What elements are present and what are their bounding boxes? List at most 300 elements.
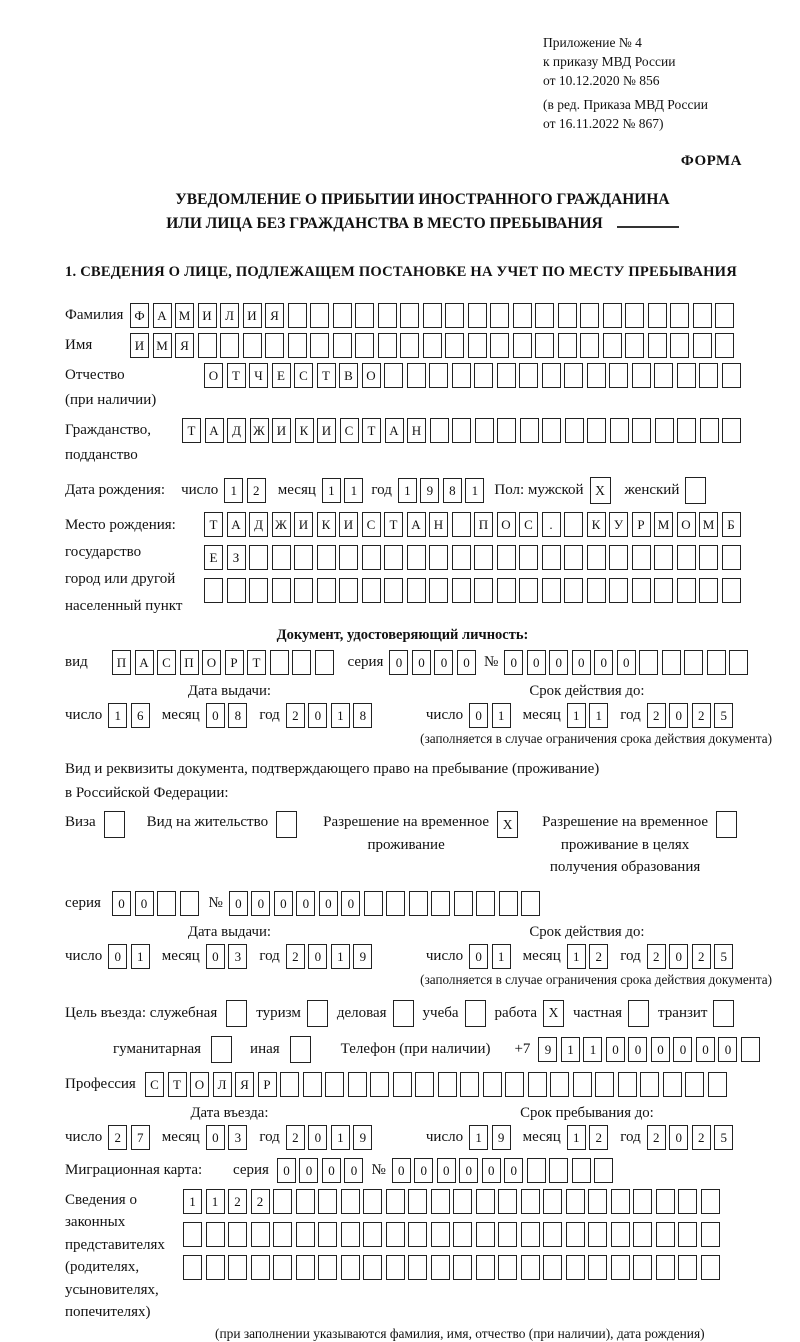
char-cell[interactable]: 0 (469, 944, 488, 969)
purpose-transit-checkbox[interactable] (713, 1000, 734, 1027)
char-cell[interactable] (348, 1072, 367, 1097)
char-cell[interactable]: 1 (398, 478, 417, 503)
char-cell[interactable]: 1 (331, 703, 350, 728)
citizenship-cells[interactable] (182, 418, 741, 443)
char-cell[interactable]: П (180, 650, 199, 675)
char-cell[interactable] (670, 303, 689, 328)
char-cell[interactable] (198, 333, 217, 358)
char-cell[interactable] (677, 418, 696, 443)
char-cell[interactable]: И (339, 512, 358, 537)
char-cell[interactable] (678, 1255, 697, 1280)
char-cell[interactable]: К (587, 512, 606, 537)
char-cell[interactable] (699, 578, 718, 603)
char-cell[interactable]: 0 (669, 944, 688, 969)
char-cell[interactable]: 1 (469, 1125, 488, 1150)
char-cell[interactable] (611, 1189, 630, 1214)
char-cell[interactable] (654, 545, 673, 570)
char-cell[interactable]: И (294, 512, 313, 537)
char-cell[interactable]: Т (362, 418, 381, 443)
char-cell[interactable]: 7 (131, 1125, 150, 1150)
char-cell[interactable] (273, 1222, 292, 1247)
char-cell[interactable]: О (202, 650, 221, 675)
char-cell[interactable]: 2 (647, 944, 666, 969)
char-cell[interactable]: Т (384, 512, 403, 537)
char-cell[interactable] (499, 891, 518, 916)
char-cell[interactable] (609, 545, 628, 570)
char-cell[interactable]: 0 (392, 1158, 411, 1183)
char-cell[interactable] (468, 303, 487, 328)
char-cell[interactable] (249, 545, 268, 570)
char-cell[interactable] (430, 418, 449, 443)
char-cell[interactable]: У (609, 512, 628, 537)
char-cell[interactable] (227, 578, 246, 603)
char-cell[interactable] (655, 418, 674, 443)
char-cell[interactable]: Н (407, 418, 426, 443)
char-cell[interactable] (228, 1255, 247, 1280)
char-cell[interactable] (341, 1255, 360, 1280)
char-cell[interactable] (386, 891, 405, 916)
char-cell[interactable]: П (112, 650, 131, 675)
char-cell[interactable] (588, 1255, 607, 1280)
char-cell[interactable] (656, 1222, 675, 1247)
char-cell[interactable] (325, 1072, 344, 1097)
char-cell[interactable] (609, 578, 628, 603)
char-cell[interactable]: Ч (249, 363, 268, 388)
char-cell[interactable]: 0 (229, 891, 248, 916)
char-cell[interactable] (603, 333, 622, 358)
char-cell[interactable] (715, 303, 734, 328)
char-cell[interactable] (550, 1072, 569, 1097)
sex-female-checkbox[interactable] (685, 477, 706, 504)
char-cell[interactable]: 0 (718, 1037, 737, 1062)
char-cell[interactable] (454, 891, 473, 916)
char-cell[interactable] (220, 333, 239, 358)
char-cell[interactable]: 1 (331, 944, 350, 969)
char-cell[interactable] (595, 1072, 614, 1097)
char-cell[interactable]: О (204, 363, 223, 388)
char-cell[interactable]: 0 (606, 1037, 625, 1062)
char-cell[interactable] (693, 303, 712, 328)
char-cell[interactable] (564, 363, 583, 388)
char-cell[interactable]: А (227, 512, 246, 537)
char-cell[interactable] (476, 891, 495, 916)
char-cell[interactable] (270, 650, 289, 675)
char-cell[interactable] (513, 333, 532, 358)
char-cell[interactable] (364, 891, 383, 916)
char-cell[interactable] (670, 333, 689, 358)
stay-day-cells[interactable] (469, 1125, 511, 1150)
char-cell[interactable] (468, 333, 487, 358)
rvp-checkbox[interactable]: X (497, 811, 518, 838)
char-cell[interactable]: 0 (434, 650, 453, 675)
char-cell[interactable]: Т (168, 1072, 187, 1097)
char-cell[interactable] (423, 333, 442, 358)
char-cell[interactable] (483, 1072, 502, 1097)
char-cell[interactable]: 2 (589, 944, 608, 969)
char-cell[interactable] (566, 1189, 585, 1214)
char-cell[interactable] (408, 1222, 427, 1247)
char-cell[interactable]: 0 (504, 1158, 523, 1183)
char-cell[interactable] (610, 418, 629, 443)
char-cell[interactable] (445, 303, 464, 328)
res-series-cells[interactable] (112, 891, 199, 916)
char-cell[interactable] (625, 333, 644, 358)
entry-year-cells[interactable] (286, 1125, 373, 1150)
char-cell[interactable]: 8 (353, 703, 372, 728)
char-cell[interactable] (407, 363, 426, 388)
char-cell[interactable]: 0 (251, 891, 270, 916)
given-name-cells[interactable] (130, 333, 734, 358)
char-cell[interactable] (678, 1222, 697, 1247)
char-cell[interactable] (633, 1222, 652, 1247)
char-cell[interactable] (741, 1037, 760, 1062)
char-cell[interactable]: 0 (669, 1125, 688, 1150)
char-cell[interactable]: 0 (299, 1158, 318, 1183)
char-cell[interactable]: В (339, 363, 358, 388)
char-cell[interactable] (363, 1255, 382, 1280)
char-cell[interactable]: 1 (583, 1037, 602, 1062)
doc-type-cells[interactable] (112, 650, 334, 675)
char-cell[interactable]: 2 (108, 1125, 127, 1150)
char-cell[interactable]: 2 (647, 1125, 666, 1150)
char-cell[interactable]: 0 (673, 1037, 692, 1062)
doc-valid-year-cells[interactable] (647, 703, 734, 728)
birth-year-cells[interactable] (398, 478, 485, 503)
char-cell[interactable]: 1 (561, 1037, 580, 1062)
char-cell[interactable] (288, 303, 307, 328)
char-cell[interactable] (445, 333, 464, 358)
char-cell[interactable] (407, 545, 426, 570)
char-cell[interactable]: 1 (224, 478, 243, 503)
char-cell[interactable]: М (699, 512, 718, 537)
char-cell[interactable]: 0 (274, 891, 293, 916)
char-cell[interactable]: 8 (228, 703, 247, 728)
char-cell[interactable] (438, 1072, 457, 1097)
char-cell[interactable] (588, 1189, 607, 1214)
char-cell[interactable] (429, 363, 448, 388)
char-cell[interactable] (542, 545, 561, 570)
char-cell[interactable]: Д (249, 512, 268, 537)
char-cell[interactable] (648, 303, 667, 328)
char-cell[interactable] (474, 578, 493, 603)
char-cell[interactable]: И (243, 303, 262, 328)
purpose-tourism-checkbox[interactable] (307, 1000, 328, 1027)
char-cell[interactable] (542, 418, 561, 443)
char-cell[interactable] (564, 512, 583, 537)
char-cell[interactable]: 0 (594, 650, 613, 675)
char-cell[interactable] (558, 303, 577, 328)
res-valid-year-cells[interactable] (647, 944, 734, 969)
char-cell[interactable] (407, 578, 426, 603)
char-cell[interactable] (588, 1222, 607, 1247)
char-cell[interactable]: 1 (344, 478, 363, 503)
char-cell[interactable]: О (497, 512, 516, 537)
char-cell[interactable] (400, 333, 419, 358)
char-cell[interactable] (729, 650, 748, 675)
char-cell[interactable] (611, 1222, 630, 1247)
char-cell[interactable] (542, 578, 561, 603)
char-cell[interactable]: 0 (527, 650, 546, 675)
char-cell[interactable] (609, 363, 628, 388)
char-cell[interactable] (519, 545, 538, 570)
char-cell[interactable] (535, 303, 554, 328)
char-cell[interactable]: 9 (353, 944, 372, 969)
char-cell[interactable] (572, 1158, 591, 1183)
char-cell[interactable]: 0 (504, 650, 523, 675)
char-cell[interactable]: 0 (277, 1158, 296, 1183)
res-issue-day-cells[interactable] (108, 944, 150, 969)
char-cell[interactable]: 0 (112, 891, 131, 916)
purpose-business-checkbox[interactable] (393, 1000, 414, 1027)
char-cell[interactable] (565, 418, 584, 443)
char-cell[interactable] (204, 578, 223, 603)
entry-month-cells[interactable] (206, 1125, 248, 1150)
char-cell[interactable] (648, 333, 667, 358)
char-cell[interactable]: 0 (549, 650, 568, 675)
char-cell[interactable] (251, 1255, 270, 1280)
char-cell[interactable]: 1 (108, 703, 127, 728)
char-cell[interactable] (722, 363, 741, 388)
char-cell[interactable]: 9 (492, 1125, 511, 1150)
char-cell[interactable]: 1 (331, 1125, 350, 1150)
char-cell[interactable]: 2 (692, 944, 711, 969)
char-cell[interactable] (587, 363, 606, 388)
char-cell[interactable] (677, 578, 696, 603)
char-cell[interactable] (566, 1222, 585, 1247)
char-cell[interactable]: 1 (492, 944, 511, 969)
residence-permit-checkbox[interactable] (276, 811, 297, 838)
char-cell[interactable] (677, 363, 696, 388)
char-cell[interactable] (183, 1222, 202, 1247)
char-cell[interactable] (707, 650, 726, 675)
char-cell[interactable] (587, 578, 606, 603)
res-issue-month-cells[interactable] (206, 944, 248, 969)
char-cell[interactable]: 8 (443, 478, 462, 503)
char-cell[interactable] (700, 418, 719, 443)
char-cell[interactable] (505, 1072, 524, 1097)
char-cell[interactable] (452, 363, 471, 388)
char-cell[interactable] (498, 1222, 517, 1247)
char-cell[interactable] (684, 650, 703, 675)
char-cell[interactable] (543, 1255, 562, 1280)
char-cell[interactable] (640, 1072, 659, 1097)
res-valid-month-cells[interactable] (567, 944, 609, 969)
char-cell[interactable] (408, 1255, 427, 1280)
char-cell[interactable]: 0 (108, 944, 127, 969)
char-cell[interactable]: П (474, 512, 493, 537)
char-cell[interactable]: Я (265, 303, 284, 328)
char-cell[interactable]: И (130, 333, 149, 358)
char-cell[interactable] (708, 1072, 727, 1097)
char-cell[interactable] (228, 1222, 247, 1247)
char-cell[interactable] (310, 333, 329, 358)
char-cell[interactable]: 5 (714, 944, 733, 969)
char-cell[interactable]: 0 (296, 891, 315, 916)
res-number-cells[interactable] (229, 891, 541, 916)
char-cell[interactable] (580, 333, 599, 358)
char-cell[interactable]: 2 (251, 1189, 270, 1214)
entry-day-cells[interactable] (108, 1125, 150, 1150)
char-cell[interactable]: 0 (206, 703, 225, 728)
char-cell[interactable] (633, 1255, 652, 1280)
stay-month-cells[interactable] (567, 1125, 609, 1150)
mig-series-cells[interactable] (277, 1158, 364, 1183)
char-cell[interactable]: С (519, 512, 538, 537)
char-cell[interactable] (431, 1255, 450, 1280)
char-cell[interactable]: 2 (286, 944, 305, 969)
char-cell[interactable] (564, 545, 583, 570)
char-cell[interactable] (699, 545, 718, 570)
char-cell[interactable] (452, 545, 471, 570)
char-cell[interactable] (355, 303, 374, 328)
phone-cells[interactable] (538, 1037, 760, 1062)
char-cell[interactable] (362, 545, 381, 570)
char-cell[interactable]: Р (258, 1072, 277, 1097)
char-cell[interactable] (564, 578, 583, 603)
char-cell[interactable] (370, 1072, 389, 1097)
char-cell[interactable] (339, 545, 358, 570)
char-cell[interactable] (333, 333, 352, 358)
char-cell[interactable] (429, 578, 448, 603)
char-cell[interactable] (476, 1255, 495, 1280)
char-cell[interactable] (715, 333, 734, 358)
char-cell[interactable] (296, 1255, 315, 1280)
char-cell[interactable] (453, 1189, 472, 1214)
char-cell[interactable] (318, 1189, 337, 1214)
char-cell[interactable] (280, 1072, 299, 1097)
char-cell[interactable] (498, 1189, 517, 1214)
char-cell[interactable] (527, 1158, 546, 1183)
char-cell[interactable]: 0 (341, 891, 360, 916)
char-cell[interactable] (453, 1255, 472, 1280)
char-cell[interactable] (693, 333, 712, 358)
char-cell[interactable]: 2 (647, 703, 666, 728)
char-cell[interactable] (423, 303, 442, 328)
char-cell[interactable] (431, 1222, 450, 1247)
char-cell[interactable] (662, 650, 681, 675)
char-cell[interactable]: О (190, 1072, 209, 1097)
char-cell[interactable] (384, 545, 403, 570)
char-cell[interactable] (341, 1189, 360, 1214)
purpose-work-checkbox[interactable]: X (543, 1000, 564, 1027)
birthplace-row3-cells[interactable] (204, 578, 741, 603)
char-cell[interactable]: 1 (131, 944, 150, 969)
char-cell[interactable] (183, 1255, 202, 1280)
char-cell[interactable] (333, 303, 352, 328)
char-cell[interactable] (476, 1189, 495, 1214)
char-cell[interactable] (663, 1072, 682, 1097)
char-cell[interactable]: 0 (696, 1037, 715, 1062)
char-cell[interactable]: 1 (567, 1125, 586, 1150)
char-cell[interactable] (206, 1222, 225, 1247)
char-cell[interactable]: 1 (589, 703, 608, 728)
sex-male-checkbox[interactable]: X (590, 477, 611, 504)
char-cell[interactable] (460, 1072, 479, 1097)
char-cell[interactable]: Е (204, 545, 223, 570)
char-cell[interactable]: С (340, 418, 359, 443)
char-cell[interactable]: 0 (135, 891, 154, 916)
res-issue-year-cells[interactable] (286, 944, 373, 969)
char-cell[interactable]: Р (225, 650, 244, 675)
char-cell[interactable] (296, 1189, 315, 1214)
char-cell[interactable]: О (362, 363, 381, 388)
char-cell[interactable] (490, 303, 509, 328)
char-cell[interactable] (594, 1158, 613, 1183)
char-cell[interactable]: С (362, 512, 381, 537)
char-cell[interactable] (415, 1072, 434, 1097)
char-cell[interactable]: 2 (692, 703, 711, 728)
char-cell[interactable] (273, 1189, 292, 1214)
char-cell[interactable] (497, 363, 516, 388)
char-cell[interactable] (490, 333, 509, 358)
char-cell[interactable] (474, 363, 493, 388)
char-cell[interactable]: Е (272, 363, 291, 388)
char-cell[interactable]: 0 (572, 650, 591, 675)
doc-number-cells[interactable] (504, 650, 748, 675)
char-cell[interactable] (206, 1255, 225, 1280)
char-cell[interactable] (453, 1222, 472, 1247)
char-cell[interactable] (288, 333, 307, 358)
char-cell[interactable]: 5 (714, 703, 733, 728)
char-cell[interactable]: Т (317, 363, 336, 388)
char-cell[interactable]: О (677, 512, 696, 537)
char-cell[interactable]: И (198, 303, 217, 328)
char-cell[interactable]: 0 (414, 1158, 433, 1183)
char-cell[interactable] (535, 333, 554, 358)
char-cell[interactable] (654, 578, 673, 603)
char-cell[interactable]: Ф (130, 303, 149, 328)
char-cell[interactable] (363, 1222, 382, 1247)
char-cell[interactable]: 6 (131, 703, 150, 728)
char-cell[interactable]: 0 (319, 891, 338, 916)
char-cell[interactable]: 3 (228, 1125, 247, 1150)
char-cell[interactable]: 0 (651, 1037, 670, 1062)
char-cell[interactable] (243, 333, 262, 358)
char-cell[interactable]: 0 (308, 703, 327, 728)
char-cell[interactable] (611, 1255, 630, 1280)
char-cell[interactable] (542, 363, 561, 388)
char-cell[interactable] (632, 418, 651, 443)
char-cell[interactable] (475, 418, 494, 443)
char-cell[interactable]: 0 (669, 703, 688, 728)
guardians-row3-cells[interactable] (183, 1255, 720, 1280)
char-cell[interactable] (520, 418, 539, 443)
char-cell[interactable] (656, 1189, 675, 1214)
char-cell[interactable] (639, 650, 658, 675)
char-cell[interactable] (318, 1222, 337, 1247)
char-cell[interactable] (474, 545, 493, 570)
char-cell[interactable]: И (317, 418, 336, 443)
char-cell[interactable]: 9 (353, 1125, 372, 1150)
char-cell[interactable]: А (153, 303, 172, 328)
char-cell[interactable]: З (227, 545, 246, 570)
char-cell[interactable] (722, 545, 741, 570)
char-cell[interactable] (386, 1255, 405, 1280)
char-cell[interactable]: 0 (437, 1158, 456, 1183)
purpose-private-checkbox[interactable] (628, 1000, 649, 1027)
char-cell[interactable] (497, 545, 516, 570)
char-cell[interactable] (429, 545, 448, 570)
char-cell[interactable] (519, 578, 538, 603)
char-cell[interactable]: Д (227, 418, 246, 443)
char-cell[interactable]: Т (247, 650, 266, 675)
char-cell[interactable] (701, 1222, 720, 1247)
char-cell[interactable]: 0 (459, 1158, 478, 1183)
char-cell[interactable] (378, 333, 397, 358)
char-cell[interactable]: 1 (322, 478, 341, 503)
char-cell[interactable] (618, 1072, 637, 1097)
char-cell[interactable]: 0 (322, 1158, 341, 1183)
